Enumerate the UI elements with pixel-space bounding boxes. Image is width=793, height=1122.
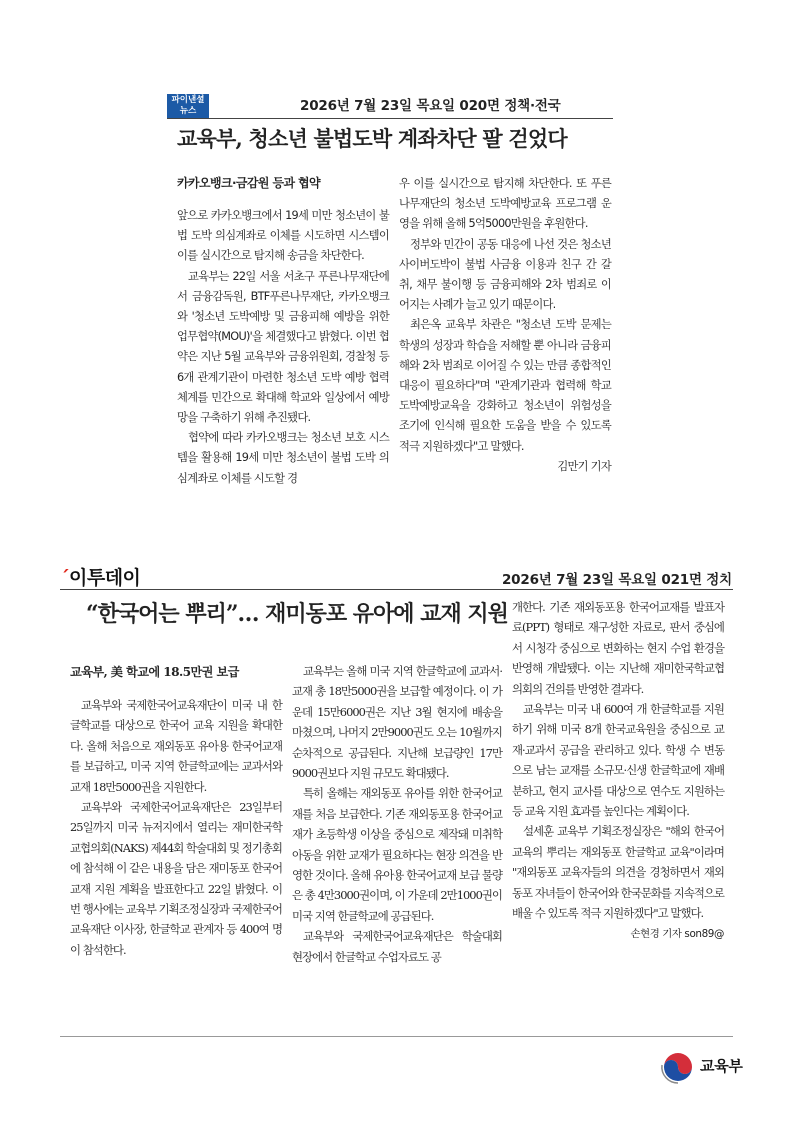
paragraph: 특히 올해는 재외동포 유아를 위한 한국어교재를 처음 보급한다. 기존 재외동포용 한국어교재가 초등학생 이상을 중심으로 제작돼 미취학 아동을 위한 교재가 필요하다는 현장 의견을 반영한 것이다. 올해 유아용 한국어교재 보급 물량은 총 4만3000권이며, 이 가운데 2만1000권이 미국 지역 한글학교에 공급된다.	[292, 786, 502, 923]
article1-headline: 교육부, 청소년 불법도박 계좌차단 팔 걷었다	[177, 126, 567, 151]
paragraph: 교육부는 올해 미국 지역 한글학교에 교과서·교재 총 18만5000권을 보급할 예정이다. 이 가운데 15만6000권은 지난 3월 현지에 배송을 마쳤으며, 나머지 2만9000권도 오는 10월까지 순차적으로 공급된다. 지난해 보급량인 17만9000권보다 지원 규모도 확대됐다.	[292, 664, 502, 781]
article1-subheading: 카카오뱅크·금감원 등과 협약	[177, 176, 321, 190]
paragraph: 우 이를 실시간으로 탐지해 차단한다. 또 푸른나무재단의 청소년 도박예방교육 프로그램 운영을 위해 올해 5억5000만원을 후원한다.	[399, 177, 611, 231]
paragraph: 개한다. 기존 재외동포용 한국어교재를 발표자료(PPT) 형태로 재구성한 자료로, 판서 중심에서 시청각 중심으로 변화하는 현지 수업 환경을 반영해 개발됐다. 이는 지난해 재미한국학교협의회의 건의를 반영한 결과다.	[512, 600, 724, 696]
article2-divider	[60, 589, 733, 590]
logo-text: 이투데이	[69, 567, 141, 589]
logo-line-2: 뉴스	[179, 106, 197, 116]
article2-column-1	[70, 695, 282, 960]
article1-byline: 김만기 기자	[557, 459, 611, 473]
paragraph: 교육부는 미국 내 600여 개 한글학교를 지원하기 위해 미국 8개 한국교육원을 중심으로 교재·교과서 공급을 관리하고 있다. 학생 수 변동으로 남는 교재를 소규모·신생 한글학교에 재배분하고, 현지 교사를 대상으로 연수도 지원하는 등 교육 지원 효과를 높인다는 계획이다.	[512, 702, 724, 819]
source-logo-fnnews	[167, 94, 209, 118]
article1-date-line: 2026년 7월 23일 목요일 020면 정책·전국	[300, 98, 561, 114]
article2-column-2	[292, 661, 502, 967]
article2-column-3	[512, 597, 724, 944]
paragraph: 교육부와 국제한국어교육재단이 미국 내 한글학교를 대상으로 한국어 교육 지원을 확대한다. 올해 처음으로 재외동포 유아용 한국어교재를 보급하고, 미국 지역 한글학교에는 교과서와 교재 18만5000권을 지원한다.	[70, 698, 282, 794]
paragraph: 앞으로 카카오뱅크에서 19세 미만 청소년이 불법 도박 의심계좌로 이체를 시도하면 시스템이 이를 실시간으로 탐지해 송금을 차단한다.	[177, 209, 389, 263]
article2-date-line: 2026년 7월 23일 목요일 021면 정치	[501, 572, 732, 588]
paragraph: 협약에 따라 카카오뱅크는 청소년 보호 시스템을 활용해 19세 미만 청소년이 불법 도박 의심계좌로 이체를 시도할 경	[177, 431, 389, 485]
taegeuk-emblem-icon	[660, 1049, 696, 1085]
paragraph: 최은옥 교육부 차관은 "청소년 도박 문제는 학생의 성장과 학습을 저해할 뿐 아니라 금융피해와 2차 범죄로 이어질 수 있는 만큼 종합적인 대응이 필요하다"며 "관계기관과 협력해 학교 도박예방교육을 강화하고 청소년이 위험성을 조기에 인식해 필요한 도움을 받을 수 있도록 적극 지원하겠다"고 말했다.	[399, 318, 611, 453]
paragraph: 교육부는 22일 서울 서초구 푸른나무재단에서 금융감독원, BTF푸른나무재단, 카카오뱅크와 '청소년 도박예방 및 금융피해 예방을 위한 업무협약(MOU)'을 체결했다고 밝혔다. 이번 협약은 지난 5월 교육부와 금융위원회, 경찰청 등 6개 관계기관이 마련한 청소년 도박 예방 협력체계를 민간으로 확대해 학교와 일상에서 예방망을 구축하기 위해 추진됐다.	[177, 269, 389, 425]
article2-byline: 손현경 기자 son89@	[630, 927, 724, 940]
paragraph: 교육부와 국제한국어교육재단은 23일부터 25일까지 미국 뉴저지에서 열리는 재미한국학교협의회(NAKS) 제44회 학술대회 및 정기총회에 참석해 이 같은 내용을 담은 재미동포 한국어교재 지원 계획을 발표한다고 22일 밝혔다. 이번 행사에는 교육부 기획조정실장과 국제한국어교육재단 이사장, 한글학교 관계자 등 400여 명이 참석한다.	[70, 800, 282, 957]
paragraph: 교육부와 국제한국어교육재단은 학술대회 현장에서 한글학교 수업자료도 공	[292, 929, 502, 964]
paragraph: 정부와 민간이 공동 대응에 나선 것은 청소년 사이버도박이 불법 사금융 이용과 친구 간 갈취, 채무 불이행 등 금융피해와 2차 범죄로 이어지는 사례가 늘고 있기 때문이다.	[399, 237, 611, 312]
article1-divider	[167, 118, 613, 119]
article2-headline: “한국어는 뿌리”… 재미동포 유아에 교재 지원	[86, 601, 508, 627]
footer-divider	[60, 1036, 733, 1037]
article1-column-2	[399, 174, 611, 477]
logo-accent-mark: ˊ	[60, 567, 69, 589]
logo-line-1: 파이낸셜	[171, 95, 205, 105]
article2-subheading: 교육부, 美 학교에 18.5만권 보급	[70, 665, 239, 679]
article1-column-1	[177, 206, 389, 489]
source-logo-etoday	[60, 563, 140, 590]
ministry-name: 교육부	[700, 1057, 743, 1075]
paragraph: 설세훈 교육부 기획조정실장은 "해외 한국어교육의 뿌리는 재외동포 한글학교 교육"이라며 "재외동포 교육자들의 의견을 경청하면서 재외동포 자녀들이 한국어와 한국문화를 지속적으로 배울 수 있도록 적극 지원하겠다"고 말했다.	[512, 824, 724, 921]
